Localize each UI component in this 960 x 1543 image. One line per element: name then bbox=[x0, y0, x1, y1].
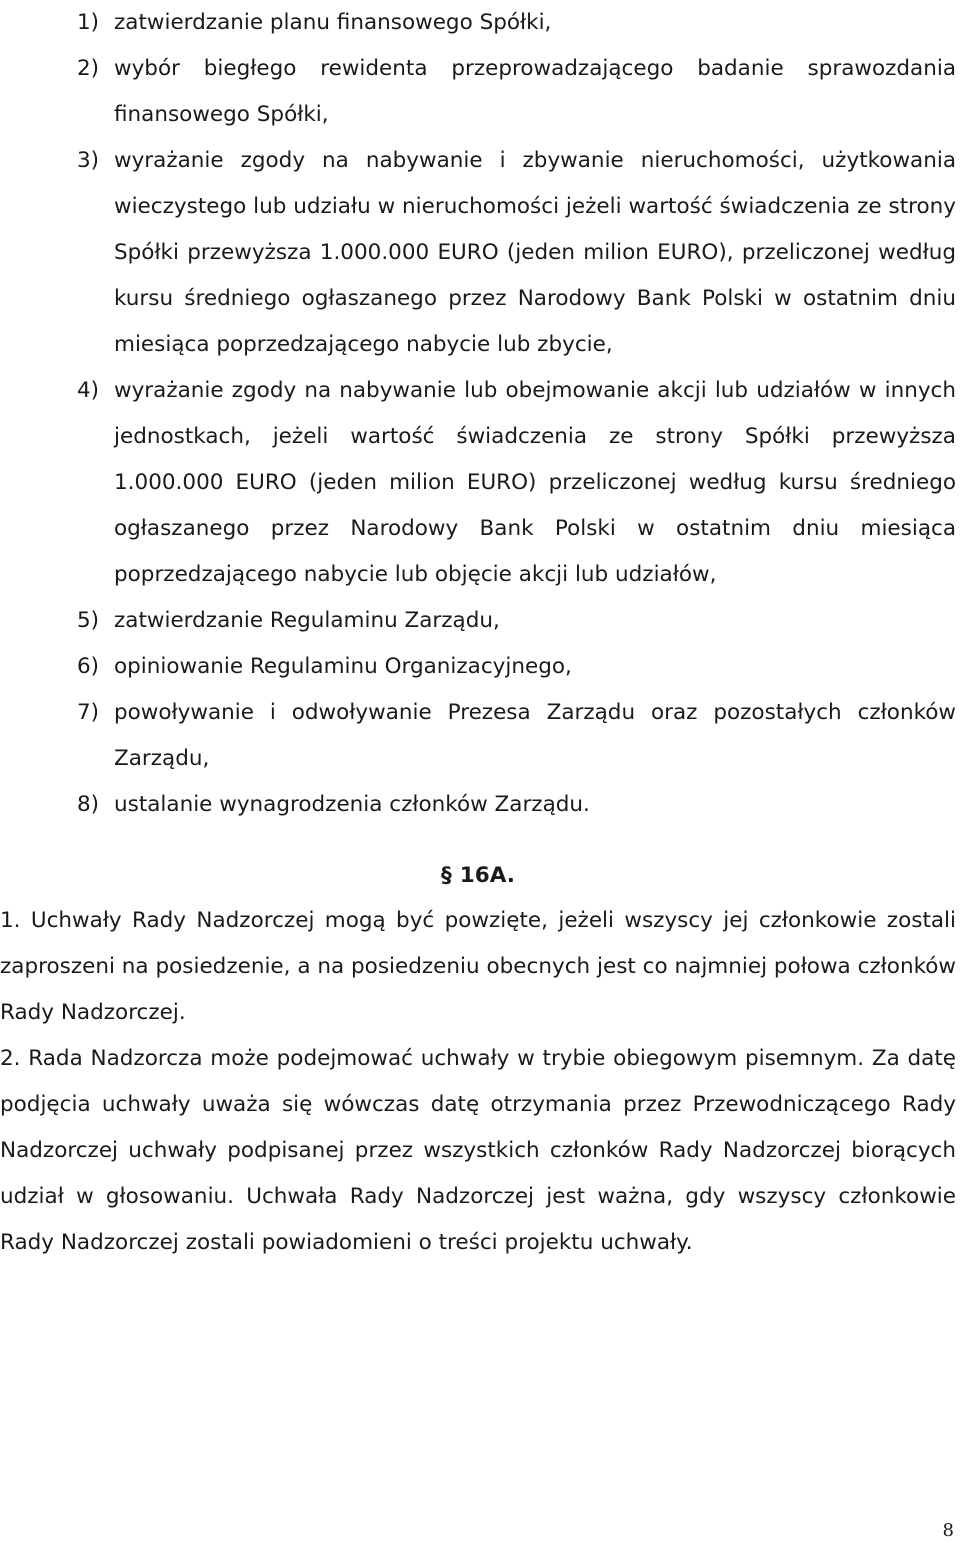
list-item-number: 7) bbox=[77, 700, 100, 725]
list-item-text: opiniowanie Regulaminu Organizacyjnego, bbox=[114, 654, 572, 679]
list-item bbox=[77, 782, 956, 828]
list-item-number: 6) bbox=[77, 654, 100, 679]
numbered-list bbox=[77, 0, 956, 828]
section-heading bbox=[0, 853, 956, 899]
list-item-number: 1) bbox=[77, 10, 100, 35]
section-mark: § bbox=[441, 863, 452, 888]
paragraph: 2. Rada Nadzorcza może podejmować uchwały w trybie obiegowym pisemnym. Za datę podjęcia uchwały uważa się wówczas datę otrzymania przez Przewodniczącego Rady Nadzorczej uchwały podpisanej przez wszystkich członków Rady Nadzorczej biorących udział w głosowaniu. Uchwała Rady Nadzorczej jest ważna, gdy wszyscy członkowie Rady Nadzorczej zostali powiadomieni o treści projektu uchwały. bbox=[0, 1046, 956, 1255]
list-item bbox=[77, 0, 956, 46]
list-item-text: wyrażanie zgody na nabywanie lub obejmowanie akcji lub udziałów w innych jednostkach, jeżeli wartość świadczenia ze strony Spółki przewyższa 1.000.000 EURO (jeden milion EURO) przeliczonej według kursu średniego ogłaszanego przez Narodowy Bank Polski w ostatnim dniu miesiąca poprzedzającego nabycie lub objęcie akcji lub udziałów, bbox=[114, 378, 956, 587]
list-item bbox=[77, 46, 956, 138]
page-number: 8 bbox=[942, 1520, 954, 1541]
list-item-text: zatwierdzanie Regulaminu Zarządu, bbox=[114, 608, 500, 633]
list-item-text: powoływanie i odwoływanie Prezesa Zarządu oraz pozostałych członków Zarządu, bbox=[114, 700, 956, 771]
list-item-text: ustalanie wynagrodzenia członków Zarządu. bbox=[114, 792, 590, 817]
list-item-number: 5) bbox=[77, 608, 100, 633]
list-item bbox=[77, 138, 956, 368]
list-item-text: wyrażanie zgody na nabywanie i zbywanie nieruchomości, użytkowania wieczystego lub udziału w nieruchomości jeżeli wartość świadczenia ze strony Spółki przewyższa 1.000.000 EURO (jeden milion EURO), przeliczonej według kursu średniego ogłaszanego przez Narodowy Bank Polski w ostatnim dniu miesiąca poprzedzającego nabycie lub zbycie, bbox=[114, 148, 956, 357]
list-item-text: wybór biegłego rewidenta przeprowadzającego badanie sprawozdania finansowego Spółki, bbox=[114, 56, 956, 127]
list-item bbox=[77, 368, 956, 598]
list-item-number: 8) bbox=[77, 792, 100, 817]
list-item-number: 3) bbox=[77, 148, 100, 173]
list-item-number: 4) bbox=[77, 378, 100, 403]
list-item-number: 2) bbox=[77, 56, 100, 81]
list-item bbox=[77, 690, 956, 782]
section-number: 16A. bbox=[459, 863, 515, 888]
list-item bbox=[77, 644, 956, 690]
list-item bbox=[77, 598, 956, 644]
paragraph: 1. Uchwały Rady Nadzorczej mogą być powzięte, jeżeli wszyscy jej członkowie zostali zaproszeni na posiedzenie, a na posiedzeniu obecnych jest co najmniej połowa członków Rady Nadzorczej. bbox=[0, 908, 956, 1025]
list-item-text: zatwierdzanie planu finansowego Spółki, bbox=[114, 10, 552, 35]
